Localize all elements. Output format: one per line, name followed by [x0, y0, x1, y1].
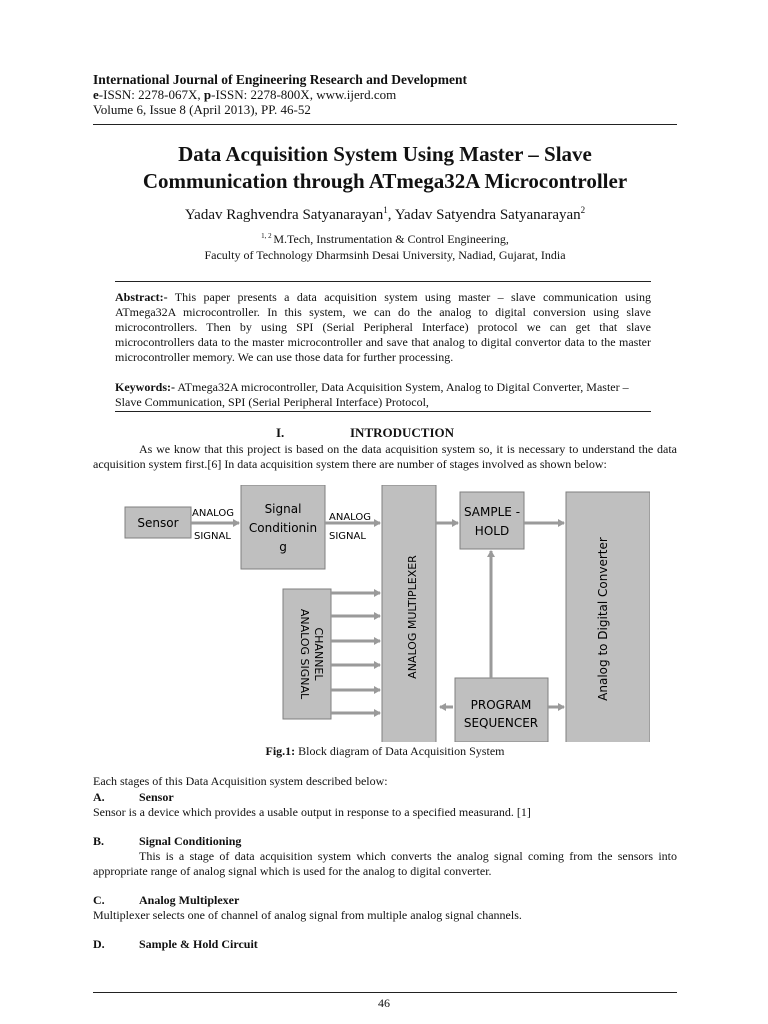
affil-line-2: Faculty of Technology Dharmsinh Desai University, Nadiad, Gujarat, India [204, 248, 566, 262]
issn-p-prefix: p [203, 87, 212, 102]
section-title: INTRODUCTION [350, 425, 455, 440]
subsection-d-number: D. [93, 937, 105, 951]
author-separator: , [387, 207, 395, 223]
keywords-label: Keywords:- [115, 380, 175, 394]
keywords-text: ATmega32A microcontroller, Data Acquisition System, Analog to Digital Converter, Master – Slave Communication, SPI (Serial Peripheral Interface) Protocol, [115, 380, 629, 409]
subsection-a-title: Sensor [139, 790, 174, 804]
issn-e: -ISSN: 2278-067X, [98, 87, 204, 102]
multiplexer-label: ANALOG MULTIPLEXER [406, 555, 419, 679]
section-number: I. [276, 425, 285, 440]
channel-line-2: CHANNEL [312, 627, 325, 681]
journal-issn [93, 87, 467, 102]
author-2-sup: 2 [580, 205, 586, 215]
channel-line-1: ANALOG SIGNAL [298, 608, 311, 700]
title-line-2: Communication through ATmega32A Microcontroller [142, 169, 628, 193]
analog-label-1: ANALOG [192, 508, 234, 519]
abstract-label: Abstract:- [115, 290, 168, 304]
signal-label-2: SIGNAL [329, 531, 366, 542]
stages-intro: Each stages of this Data Acquisition system described below: [93, 774, 388, 788]
page-number: 46 [378, 996, 390, 1010]
author-2: Yadav Satyendra Satyanarayan [394, 207, 581, 223]
paper-title [80, 141, 690, 195]
subsection-a-number: A. [93, 790, 105, 804]
subsection-c-text: Multiplexer selects one of channel of analog signal from multiple analog signal channels. [93, 908, 522, 922]
abstract [115, 290, 651, 365]
header-divider [93, 124, 677, 125]
adc-label: Analog to Digital Converter [596, 537, 610, 701]
title-line-1: Data Acquisition System Using Master – Slave [178, 142, 592, 166]
sequencer-line-1: PROGRAM [470, 698, 532, 712]
subsection-b-text: This is a stage of data acquisition system which converts the analog signal coming from the sensors into appropriate range of analog signal which is used for the analog to digital converter. [93, 849, 677, 878]
signal-label-1: SIGNAL [194, 531, 231, 542]
subsection-c-number: C. [93, 893, 105, 907]
sensor-label: Sensor [137, 516, 179, 530]
issn-e-prefix: e [93, 87, 99, 102]
abstract-bottom-rule [115, 411, 651, 412]
journal-volume: Volume 6, Issue 8 (April 2013), PP. 46-52 [93, 102, 311, 117]
subsection-b-number: B. [93, 834, 105, 848]
subsection-a-text: Sensor is a device which provides a usable output in response to a specified measurand. [1] [93, 805, 531, 819]
signal-cond-line-1: Signal [264, 502, 302, 516]
affil-line-1: M.Tech, Instrumentation & Control Engineering, [273, 232, 509, 246]
abstract-text: This paper presents a data acquisition system using master – slave communication using ATmega32A microcontroller. In this system, we can do the analog to digital conversion using slave microcontrollers. Then by using SPI (Serial Peripheral Interface) protocol we can get that slave microcontrollers data to the master microcontroller and save that analog to digital convertor data to the master microcontroller memory. We can use those data for further processing. [115, 290, 651, 364]
keywords [115, 380, 651, 410]
authors [80, 205, 690, 224]
abstract-top-rule [115, 281, 651, 282]
caption-label: Fig.1: [265, 744, 296, 758]
signal-cond-line-2: Conditionin [248, 521, 318, 535]
author-1: Yadav Raghvendra Satyanarayan [184, 207, 384, 223]
footer-divider [93, 992, 677, 993]
sample-hold-line-2: HOLD [474, 524, 510, 538]
sample-hold-block [460, 492, 524, 549]
analog-label-2: ANALOG [329, 512, 371, 523]
subsection-c-title: Analog Multiplexer [139, 893, 240, 907]
issn-p: -ISSN: 2278-800X, www.ijerd.com [211, 87, 397, 102]
block-diagram [118, 485, 650, 742]
subsection-d-title: Sample & Hold Circuit [139, 937, 258, 951]
figure-caption [80, 744, 690, 759]
sequencer-line-2: SEQUENCER [463, 716, 539, 730]
author-1-sup: 1 [383, 205, 388, 215]
sample-hold-line-1: SAMPLE - [463, 505, 521, 519]
subsection-b-title: Signal Conditioning [139, 834, 242, 848]
signal-cond-line-3: g [279, 540, 287, 554]
caption-text: Block diagram of Data Acquisition System [295, 744, 505, 758]
intro-paragraph: As we know that this project is based on the data acquisition system so, it is necessary to understand the data acquisition system first.[6] In data acquisition system there are number of stages involved as shown below: [93, 442, 677, 471]
affil-sup: 1, 2 [261, 232, 274, 240]
affiliation [80, 228, 690, 263]
journal-header [93, 72, 467, 117]
journal-name: International Journal of Engineering Research and Development [93, 72, 467, 87]
